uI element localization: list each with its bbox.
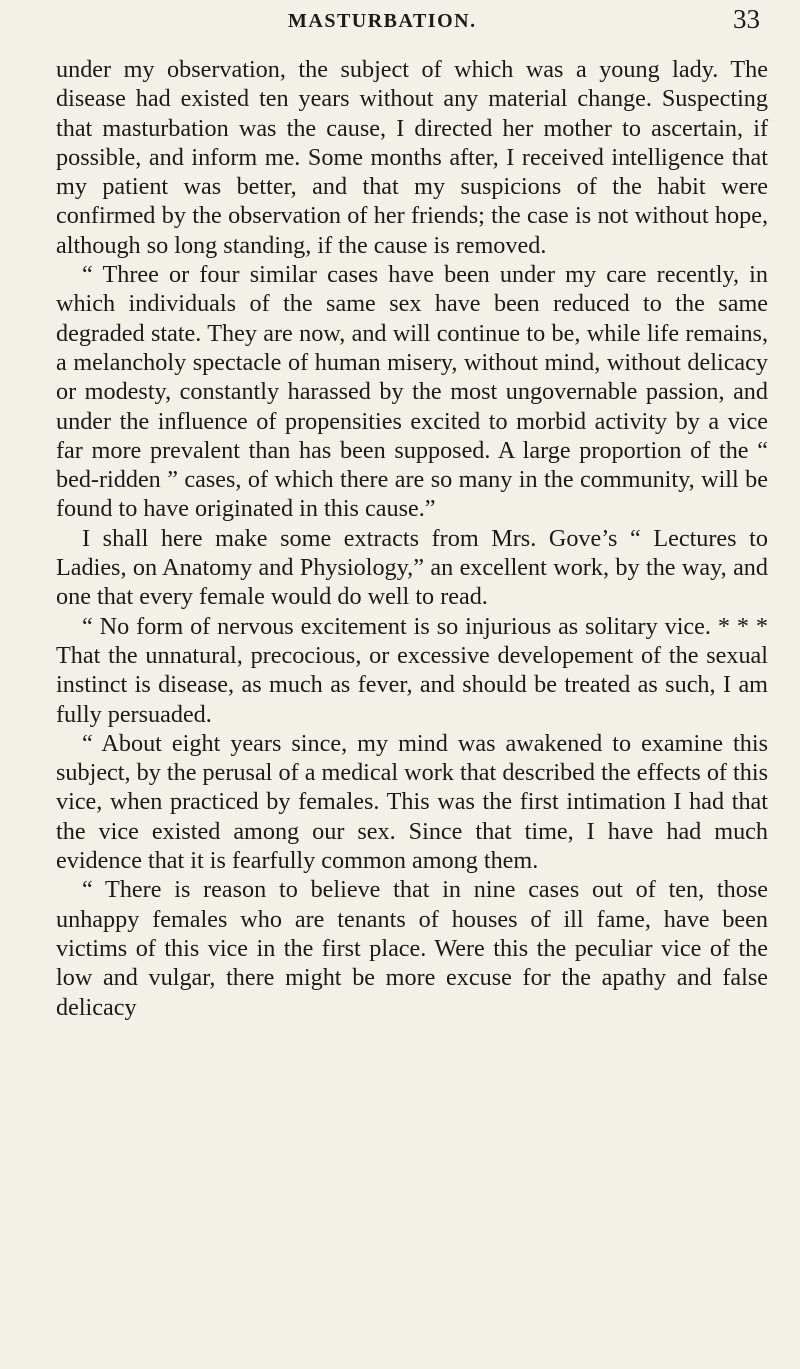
running-head xyxy=(0,6,800,46)
running-title: MASTURBATION. xyxy=(288,10,477,32)
body-text xyxy=(56,55,768,1022)
paragraph-quote-cases: “ Three or four similar cases have been under my care recently, in which individuals of the same sex have been reduced to the same degraded state. They are now, and will continue to be, while life remains, a melancholy spectacle of human misery, without mind, without delicacy or modesty, constantly harassed by the most ungovernable passion, and under the influence of propensities excited to morbid activity by a vice far more prevalent than has been supposed. A large proportion of the “ bed-ridden ” cases, of which there are so many in the community, will be found to have originated in this cause.” xyxy=(56,261,768,523)
page-number: 33 xyxy=(733,4,760,34)
paragraph-quote-nine-cases: “ There is reason to believe that in nine cases out of ten, those unhappy females who are tenants of houses of ill fame, have been victims of this vice in the first place. Were this the peculiar vice of the low and vulgar, there might be more excuse for the apathy and false delicacy xyxy=(56,876,768,1021)
paragraph-continued: under my observation, the subject of which was a young lady. The disease had existed ten years without any material change. Suspecting that masturbation was the cause, I directed her mother to ascertain, if possible, and inform me. Some months after, I received intelligence that my patient was better, and that my suspicions of the habit were confirmed by the observation of her friends; the case is not without hope, although so long standing, if the cause is removed. xyxy=(56,56,768,259)
paragraph-gove-extracts: I shall here make some extracts from Mrs. Gove’s “ Lectures to Ladies, on Anatomy and Physiology,” an excellent work, by the way, and one that every female would do well to read. xyxy=(56,524,768,611)
paragraph-quote-eight-years: “ About eight years since, my mind was awakened to examine this subject, by the perusal of a medical work that described the effects of this vice, when practiced by females. This was the first intimation I had that the vice existed among our sex. Since that time, I have had much evidence that it is fearfully common among them. xyxy=(56,729,768,875)
paragraph-quote-nervous-excitement: “ No form of nervous excitement is so injurious as solitary vice. * * * That the unnatural, precocious, or excessive developement of the sexual instinct is disease, as much as fever, and should be treated as such, I am fully persuaded. xyxy=(56,612,768,728)
